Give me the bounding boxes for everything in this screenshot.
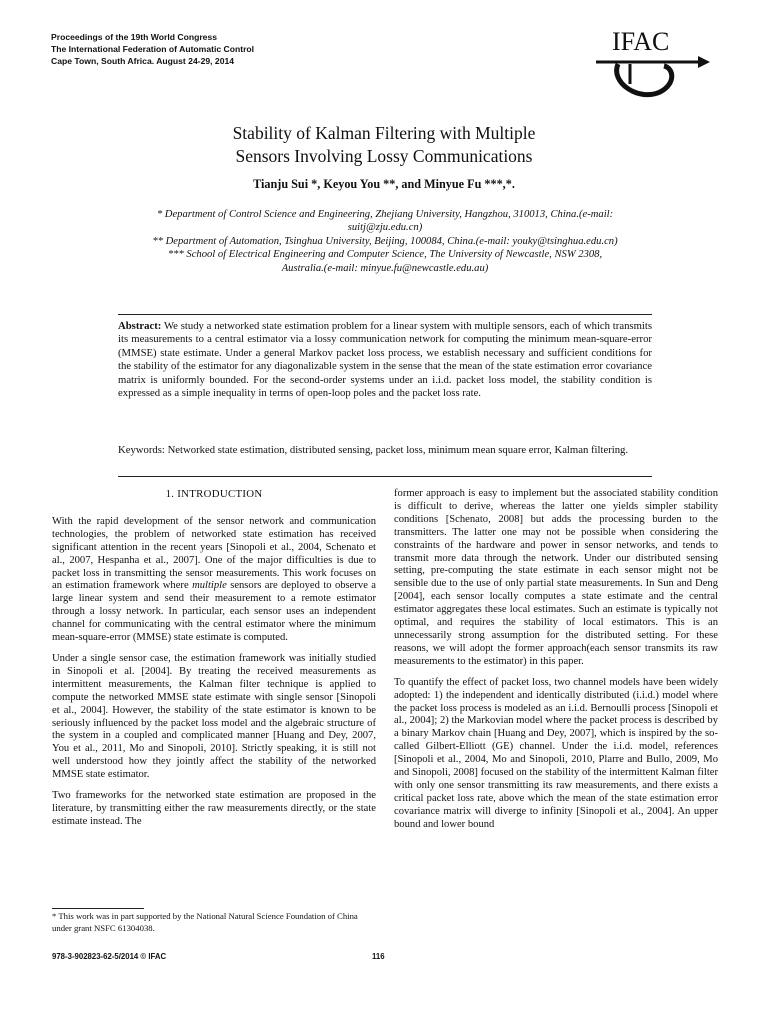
paper-title [0, 122, 768, 168]
intro-p1-text-b: sensors are deployed to observe a large linear system and send their measurement to a remote estimator through a lossy network. In particular, each sensor uses an independent channel for communicating with the central estimator where the minimum mean-square-error (MMSE) state estimate is computed. [52, 580, 377, 644]
section-heading-introduction: 1. INTRODUCTION [165, 488, 263, 500]
proceedings-line-3: Cape Town, South Africa. August 24-29, 2014 [51, 56, 235, 66]
isbn-footer: 978-3-902823-62-5/2014 © IFAC [52, 952, 167, 961]
right-paragraph-1: former approach is easy to implement but the associated stability condition is difficult to derive, whereas the latter one yields simpler stability conditions [Schenato, 2008] but adds the processing burden to the transmitters. The latter one may not be possible when considering the constraints of the hardware and power in sensor networks, and tends to transmit more data through the network. Under our distributed sensing setting, pre-computing the state estimate in each sensor might not be sensible due to the use of only partial state measurements. In Sun and Deng [2004], each sensor locally computes a state estimate and the central estimator aggregates these local estimates. Such an estimate is typically not optimal, and requires the stability of local estimators. This is an unnecessarily strong assumption for the distributed setting. For these reasons, we will adopt the former approach(each sensor transmits its raw measurements to the estimator) in this paper. [394, 488, 718, 667]
abstract [118, 320, 652, 400]
affiliation-1: * Department of Control Science and Engineering, Zhejiang University, Hangzhou, 310013, China.(e-mail: suitj@zju.edu.cn) [156, 209, 614, 234]
proceedings-header [51, 31, 254, 67]
affiliation-3: *** School of Electrical Engineering and Computer Science, The University of Newcastle, NSW 2308, Australia.(e-mail: minyue.fu@newcastle.edu.au) [167, 249, 603, 274]
title-line-1: Stability of Kalman Filtering with Multiple [232, 123, 536, 143]
proceedings-line-2: The International Federation of Automatic Control [51, 44, 255, 54]
footnote: * This work was in part supported by the National Natural Science Foundation of China under grant NSFC 61304038. [52, 911, 358, 933]
proceedings-line-1: Proceedings of the 19th World Congress [51, 32, 218, 42]
intro-p1-emphasis: multiple [192, 580, 227, 592]
affiliation-2: ** Department of Automation, Tsinghua University, Beijing, 100084, China.(e-mail: youky@tsinghua.edu.cn) [152, 235, 618, 247]
affiliations [150, 208, 620, 275]
abstract-top-rule [118, 314, 652, 315]
intro-paragraph-3: Two frameworks for the networked state estimation are proposed in the literature, by transmitting either the raw measurements directly, or the state estimate instead. The [52, 790, 376, 827]
title-line-2: Sensors Involving Lossy Communications [235, 146, 533, 166]
abstract-label: Abstract: [118, 320, 162, 332]
intro-paragraph-2: Under a single sensor case, the estimation framework was initially studied in Sinopoli et al. [2004]. By treating the received measurements as intermittent measurements, the Kalman filter technique is applied to compute the networked MMSE state estimate with single sensor [Sinopoli et al., 2004]. However, the stability of the state estimator is known to be seriously influenced by the packet loss model and the algebraic structure of the system in a coupled and complicated manner [Huang and Dey, 2007, You et al., 2011, Mo and Sinopoli, 2010]. Strictly speaking, it is still not well understood how they jointly affect the stability of the networked MMSE state estimator. [52, 652, 376, 781]
footnote-rule [52, 908, 144, 909]
ifac-logo-text: IFAC [612, 27, 670, 56]
abstract-text: We study a networked state estimation problem for a linear system with multiple sensors, each of which transmits its measurements to a central estimator via a lossy communication network for computing the minimum mean-square-error (MMSE) state estimate. Under a general Markov packet loss process, we establish necessary and sufficient conditions for the stability of the estimator for any diagonalizable system in the sense that the mean of the state estimation error covariance matrix is uniformly bounded. For the second-order systems under an i.i.d. packet loss model, the stability condition is expressed as a simple inequality in terms of open-loop poles and the packet loss rate. [118, 320, 652, 400]
intro-paragraph-1 [52, 516, 376, 645]
intro-p1-text-a: With the rapid development of the sensor network and communication technologies, the problem of networked state estimation has received significant attention in the recent years [Sinopoli et al., 2004, Schenato et al., 2007, Hespanha et al., 2007]. One of the major difficulties is due to packet loss in transmitting the sensor measurements. This work focuses on an estimation framework where [52, 515, 376, 592]
abstract-bottom-rule [118, 476, 652, 477]
left-column [52, 488, 376, 837]
right-paragraph-2: To quantify the effect of packet loss, two channel models have been widely adopted: 1) the independent and identically distributed (i.i.d.) model where the packet loss process is modeled as an i.i.d. Bernoulli process [Sinopoli et al., 2004]; 2) the Markovian model where the packet process is described by a binary Markov chain [Huang and Dey, 2007], which is inspired by the so-called Gilbert-Elliott (GE) channel. Under the i.i.d. model, references [Sinopoli et al., 2004, Mo and Sinopoli, 2010, Plarre and Bullo, 2009, Mo and Sinopoli, 2008] focused on the stability of the intermittent Kalman filter with only one sensor transmitting its raw measurements, and there exists a critical packet loss rate, above which the mean of the state estimation error covariance matrix will diverge to infinity [Sinopoli et al., 2004]. An upper bound and lower bound [394, 676, 718, 830]
keywords: Keywords: Networked state estimation, distributed sensing, packet loss, minimum mean square error, Kalman filtering. [118, 444, 629, 456]
page-number: 116 [372, 952, 385, 961]
ifac-logo [594, 24, 712, 106]
right-column [394, 488, 718, 840]
author-list: Tianju Sui *, Keyou You **, and Minyue Fu ***,*. [253, 177, 515, 191]
